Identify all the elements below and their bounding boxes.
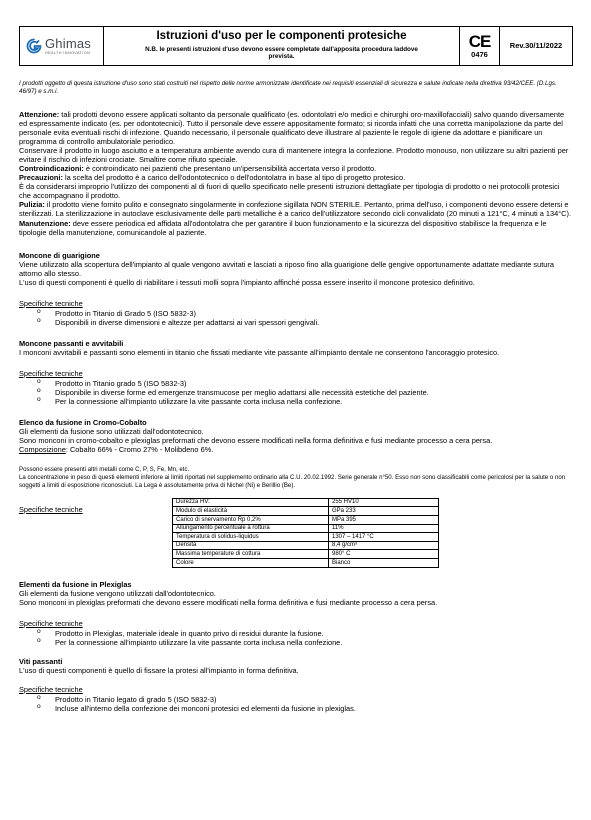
- general-paragraph: Manutenzione: deve essere periodica ed affidata all'odontolatra che per garantire il buon funzionamento e la sicurezza del dispositivo stabilisce la frequenza e le tipologie della manutenzione, comunicandole al paziente.: [19, 218, 547, 237]
- spec-list: [19, 629, 573, 647]
- section-title: Elementi da fusione in Plexiglas: [19, 579, 132, 589]
- spec-list: [19, 309, 573, 327]
- section-text: Sono monconi in cromo-cobalto e plexiglas preformati che devono essere modificati nella forma definitiva e fusi mediante processo a cera persa.: [19, 436, 493, 446]
- table-row: Densità 8,4 g/cm³: [173, 541, 439, 550]
- section-plexiglas: [19, 580, 573, 647]
- section-text: Gli elementi da fusione sono utilizzati dall'odontotecnico.: [19, 427, 204, 436]
- list-item: o Prodotto in Titanio grado 5 (ISO 5832-3): [19, 379, 573, 388]
- general-paragraph: Precauzioni: la scelta del prodotto è a carico dell'odontotecnico o dell'odontolatra in base al tipo di progetto protesico.: [19, 173, 406, 183]
- ce-marking: [460, 27, 500, 65]
- section-moncone-passanti: [19, 339, 573, 406]
- spec-heading: Specifiche tecniche: [19, 504, 83, 514]
- intro-note: I prodotti oggetto di questa istruzione d'uso sono stati costruiti nel rispetto delle norme armonizzate identificate nei requisiti essenziali di sicurezza e salute indicate nella direttiva 93/42/CEE. (D.Lgs. 46/97) e s.m.i.: [19, 80, 557, 96]
- spec-list: [19, 379, 573, 406]
- logo-name: Ghimas: [45, 35, 91, 51]
- table-row: Massima temperature di cottura 980° C: [173, 550, 439, 559]
- properties-table: [172, 498, 439, 568]
- table-row: Durezza HV: 255 HV10: [173, 498, 439, 507]
- ce-mark: CE: [468, 31, 491, 51]
- notified-body-number: 0476: [471, 49, 488, 59]
- list-item: o Per la connessione all'impianto utilizzare la vite passante corta inclusa nella confezione.: [19, 638, 573, 647]
- general-instructions: [19, 110, 573, 236]
- table-row: Modulo di elasticità GPa 233: [173, 507, 439, 516]
- table-row: Temperatura di solidus-liquidus 1307 – 1417 °C: [173, 533, 439, 542]
- spec-list: [19, 695, 573, 713]
- general-paragraph: Pulizia: il prodotto viene fornito pulito e consegnato singolarmente in confezione sigillata NON STERILE. Pertanto, prima dell'uso, i componenti devono essere detersi e sterilizzati. La sterilizzazione in autoclave esclusivamente delle parti metalliche è a carico dell'utilizzatore secondo cicli convalidato (20 minuti a 121°C, 4 minuti a 134°C).: [19, 200, 572, 219]
- general-paragraph: È da considerarsi improprio l'utilizzo dei componenti al di fuori di quello specificato nelle presenti istruzioni dettagliate per tipologia di prodotto o nei protocolli protesici che accompagnano il prodotto.: [19, 182, 560, 201]
- list-item: o Prodotto in Titanio legato di grado 5 (ISO 5832-3): [19, 695, 573, 704]
- composition: Composizione: Cobalto 66% - Cromo 27% - Molibdeno 6%.: [19, 445, 214, 455]
- section-title: Elenco da fusione in Cromo-Cobalto: [19, 417, 147, 427]
- general-paragraph: Attenzione: tali prodotti devono essere applicati soltanto da personale qualificato (es. odontolatri e/o medici e chirurghi oro-maxillofacciali) salvo quando diversamente ed espressamente indicato (es. per odontotecnici). Tutto il personale deve essere appositamente formato; si ricorda infatti che una corretta manipolazione da parte del personale evita eventuali rischi di infezione. Quando necessario, il personale qualificato deve illustrare al paziente le regole di igiene da adottare e pianificare un programma di controllo ambulatoriale periodico.: [19, 110, 565, 147]
- section-viti-passanti: [19, 657, 573, 713]
- table-row: Allungamento percentuale a rottura 11%: [173, 524, 439, 533]
- revision-date: Rev.30/11/2022: [509, 41, 563, 51]
- section-text: Gli elementi da fusione vengono utilizzati dall'odontotecnico.: [19, 588, 216, 598]
- general-paragraph: Controindicazioni: è controindicato nei pazienti che presentano un'ipersensibilità accertata verso il prodotto.: [19, 164, 377, 174]
- section-text: attorno allo stesso.: [19, 268, 82, 278]
- general-paragraph: Conservare il prodotto in luogo asciutto e a temperatura ambiente avendo cura di mantenere integra la confezione. Prodotto monouso, non utilizzare su altri pazienti per evitare il rischio di infezioni crociate. Smaltire come rifiuto speciale.: [19, 146, 569, 165]
- spec-heading: Specifiche tecniche: [19, 298, 83, 308]
- list-item: o Per la connessione all'impianto utilizzare la vite passante corta inclusa nella confezione.: [19, 397, 573, 406]
- section-text: Sono monconi in plexiglas preformati che devono essere modificati nella forma definitiva e fusi mediante processo a cera persa.: [19, 597, 438, 607]
- document-subtitle: N.B. le presenti istruzioni d'uso devono essere completate dall'apposita procedura laddove prevista.: [145, 45, 418, 61]
- list-item: o Prodotto in Plexiglas, materiale ideale in quanto privo di residui durante la fusione.: [19, 629, 573, 638]
- table-row: Carico di snervamento Rp 0,2% MPa 395: [173, 516, 439, 525]
- spec-heading: Specifiche tecniche: [19, 618, 83, 628]
- list-item: o Prodotto in Titanio di Grado 5 (ISO 5832-3): [19, 309, 573, 318]
- document-title: Istruzioni d'uso per le componenti protesiche: [156, 29, 407, 42]
- section-title: Moncone passanti e avvitabili: [19, 338, 124, 348]
- concentration-note: La concentrazione in peso di questi elementi inferiore ai limiti riportati nel supplemento ordinario alla C.U. 20.02.1992. Serie generale n°50. Esso non sono classificabili come pericolosi per la salute o non soggetti a limiti di esposizione riconosciuti. La Lega è assolutamente priva di Nichel (Ni) e Berillio (Be).: [19, 474, 566, 489]
- spec-heading: Specifiche tecniche: [19, 684, 83, 694]
- section-title: Viti passanti: [19, 656, 63, 666]
- company-logo: [20, 27, 104, 65]
- properties-area: [19, 498, 573, 568]
- list-item: o Disponibile in diverse forme ed emergenze transmucose per meglio adattarsi alle necessità estetiche del paziente.: [19, 388, 573, 397]
- spec-heading: Specifiche tecniche: [19, 368, 83, 378]
- section-text: L'uso di questi componenti è quello di fissare la protesi all'impianto in forma definitiva.: [19, 665, 299, 675]
- ghimas-logo-icon: [26, 38, 42, 54]
- list-item: o Incluse all'interno della confezione dei monconi protesici ed elementi da fusione in plexiglas.: [19, 704, 573, 713]
- section-text: I monconi avvitabili e passanti sono elementi in titanio che fissati mediante vite passante all'impianto dentale ne consentono l'ancoraggio protesico.: [19, 347, 500, 357]
- metals-note: Possono essere presenti altri metalli come C, P, S, Fe, Mn, etc.: [19, 466, 190, 474]
- section-cromo-cobalto: [19, 418, 573, 568]
- table-row: Colore Bianco: [173, 559, 439, 568]
- section-text: Viene utilizzato alla scopertura dell'impianto al quale vengono avvitati e lasciati a riposo fino alla guarigione delle gengive opportunamente adattate mediante sutura: [19, 259, 554, 269]
- section-moncone-guarigione: [19, 251, 573, 327]
- section-title: Moncone di guarigione: [19, 250, 100, 260]
- section-text: L'uso di questi componenti è quello di riabilitare i tessuti molli sopra l'impianto affinché possa essere inserito il moncone protesico definitivo.: [19, 277, 475, 287]
- logo-tagline: HEALTH INNOVATION: [45, 50, 91, 55]
- list-item: o Disponibili in diverse dimensioni e altezze per adattarsi ai vari spessori gengivali.: [19, 318, 573, 327]
- document-header: [19, 26, 573, 66]
